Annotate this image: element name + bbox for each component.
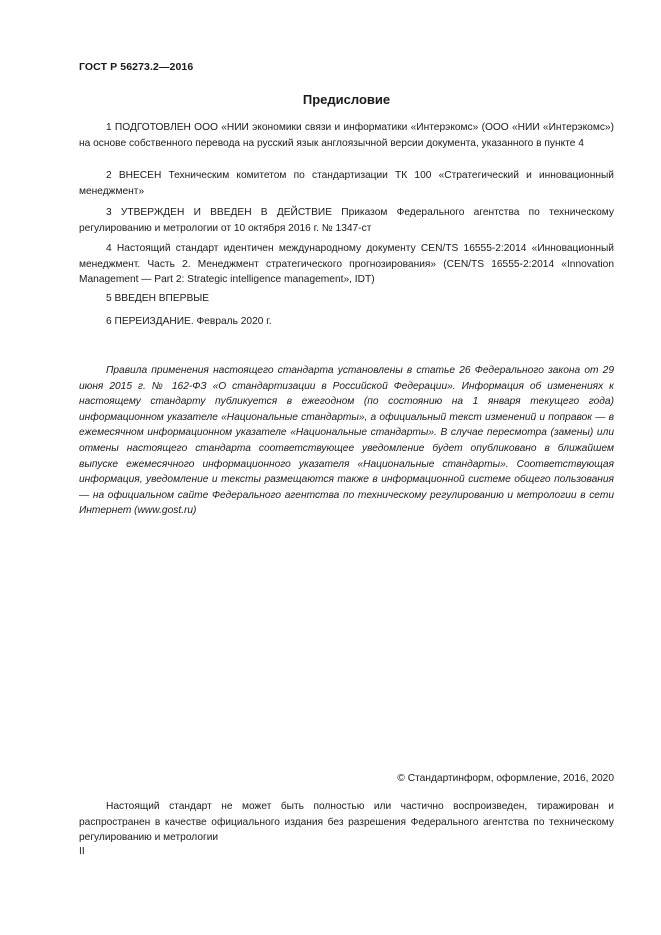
standard-code: ГОСТ Р 56273.2—2016 [79, 61, 194, 73]
page-title [0, 92, 661, 107]
paragraph-first-introduced: 5 ВВЕДЕН ВПЕРВЫЕ [106, 293, 210, 304]
paragraph-approved: 3 УТВЕРЖДЕН И ВВЕДЕН В ДЕЙСТВИЕ Приказом Федерального агентства по техническому регулированию и метрологии от 10 октября 2016 г. № 1347-ст [79, 207, 614, 234]
paragraph-introduced: 2 ВНЕСЕН Техническим комитетом по стандартизации ТК 100 «Стратегический и инновационный менеджмент» [79, 170, 614, 197]
paragraph-reissue: 6 ПЕРЕИЗДАНИЕ. Февраль 2020 г. [106, 316, 272, 327]
page-number: II [79, 846, 85, 857]
copyright-line: © Стандартинформ, оформление, 2016, 2020 [397, 773, 614, 784]
title-text: Предисловие [302, 92, 391, 107]
application-rules-notice: Правила применения настоящего стандарта установлены в статье 26 Федерального закона от 29 июня 2015 г. № 162-ФЗ «О стандартизации в Российской Федерации». Информация об изменениях к настоящему стандарту публикуется в ежегодном (по состоянию на 1 января текущего года) информационном указателе «Национальные стандарты», а официальный текст изменений и поправок — в ежемесячном информационном указателе «Национальные стандарты». В случае пересмотра (замены) или отмены настоящего стандарта соответствующее уведомление будет опубликовано в ближайшем выпуске ежемесячного информационного указателя «Национальные стандарты». Соответствующая информация, уведомление и тексты размещаются также в информационной системе общего пользования — на официальном сайте Федерального агентства по техническому регулированию и метрологии в сети Интернет (www.gost.ru) [79, 365, 614, 517]
paragraph-identical: 4 Настоящий стандарт идентичен международному документу CEN/TS 16555-2:2014 «Инновационный менеджмент. Часть 2. Менеджмент стратегического прогнозирования» (CEN/TS 16555-2:2014 «Innovation Management — Part 2: Strategic intelligence management», IDT) [79, 243, 614, 286]
reproduction-notice: Настоящий стандарт не может быть полностью или частично воспроизведен, тиражирован и распространен в качестве официального издания без разрешения Федерального агентства по техническому регулированию и метрологии [79, 801, 614, 844]
paragraph-prepared: 1 ПОДГОТОВЛЕН ООО «НИИ экономики связи и информатики «Интерэкомс» (ООО «НИИ «Интерэкомс») на основе собственного перевода на русский язык англоязычной версии документа, указанного в пункте 4 [79, 122, 614, 149]
